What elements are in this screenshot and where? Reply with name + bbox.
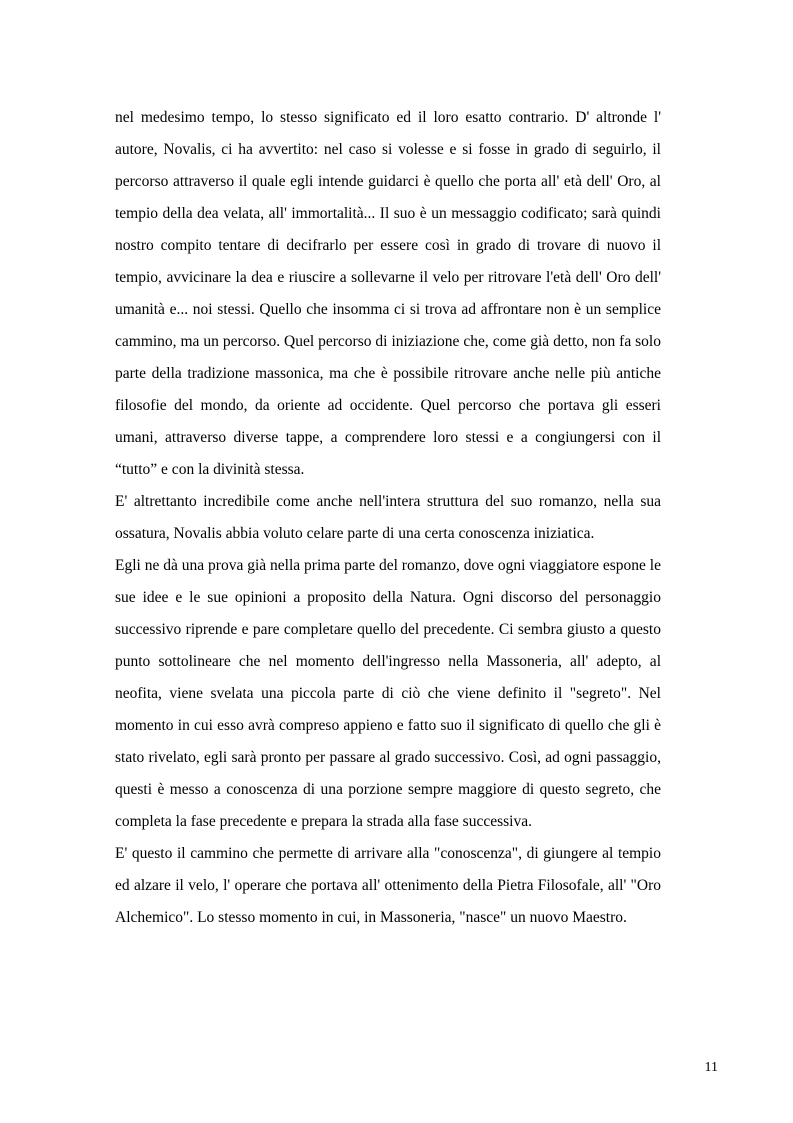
page-number: 11 (704, 1060, 718, 1075)
paragraph-2: E' altrettanto incredibile come anche nell'intera struttura del suo romanzo, nella sua ossatura, Novalis abbia voluto celare parte di una certa conoscenza iniziatica. (115, 493, 661, 542)
paragraph-3: Egli ne dà una prova già nella prima parte del romanzo, dove ogni viaggiatore espone le sue idee e le sue opinioni a proposito della Natura. Ogni discorso del personaggio successivo riprende e pare completare quello del precedente. Ci sembra giusto a questo punto sottolineare che nel momento dell'ingresso nella Massoneria, all' adepto, al neofita, viene svelata una piccola parte di ciò che viene definito il "segreto". Nel momento in cui esso avrà compreso appieno e fatto suo il significato di quello che gli è stato rivelato, egli sarà pronto per passare al grado successivo. Così, ad ogni passaggio, questi è messo a conoscenza di una porzione sempre maggiore di questo segreto, che completa la fase precedente e prepara la strada alla fase successiva. (115, 557, 661, 830)
paragraph-1: nel medesimo tempo, lo stesso significato ed il loro esatto contrario. D' altronde l' autore, Novalis, ci ha avvertito: nel caso si volesse e si fosse in grado di seguirlo, il percorso attraverso il quale egli intende guidarci è quello che porta all' età dell' Oro, al tempio della dea velata, all' immortalità... Il suo è un messaggio codificato; sarà quindi nostro compito tentare di decifrarlo per essere così in grado di trovare di nuovo il tempio, avvicinare la dea e riuscire a sollevarne il velo per ritrovare l'età dell' Oro dell' umanità e... noi stessi. Quello che insomma ci si trova ad affrontare non è un semplice cammino, ma un percorso. Quel percorso di iniziazione che, come già detto, non fa solo parte della tradizione massonica, ma che è possibile ritrovare anche nelle più antiche filosofie del mondo, da oriente ad occidente. Quel percorso che portava gli esseri umani, attraverso diverse tappe, a comprendere loro stessi e a congiungersi con il “tutto” e con la divinità stessa. (115, 109, 661, 478)
page-body (115, 102, 661, 934)
paragraph-4: E' questo il cammino che permette di arrivare alla "conoscenza", di giungere al tempio ed alzare il velo, l' operare che portava all' ottenimento della Pietra Filosofale, all' "Oro Alchemico". Lo stesso momento in cui, in Massoneria, "nasce" un nuovo Maestro. (115, 845, 661, 926)
